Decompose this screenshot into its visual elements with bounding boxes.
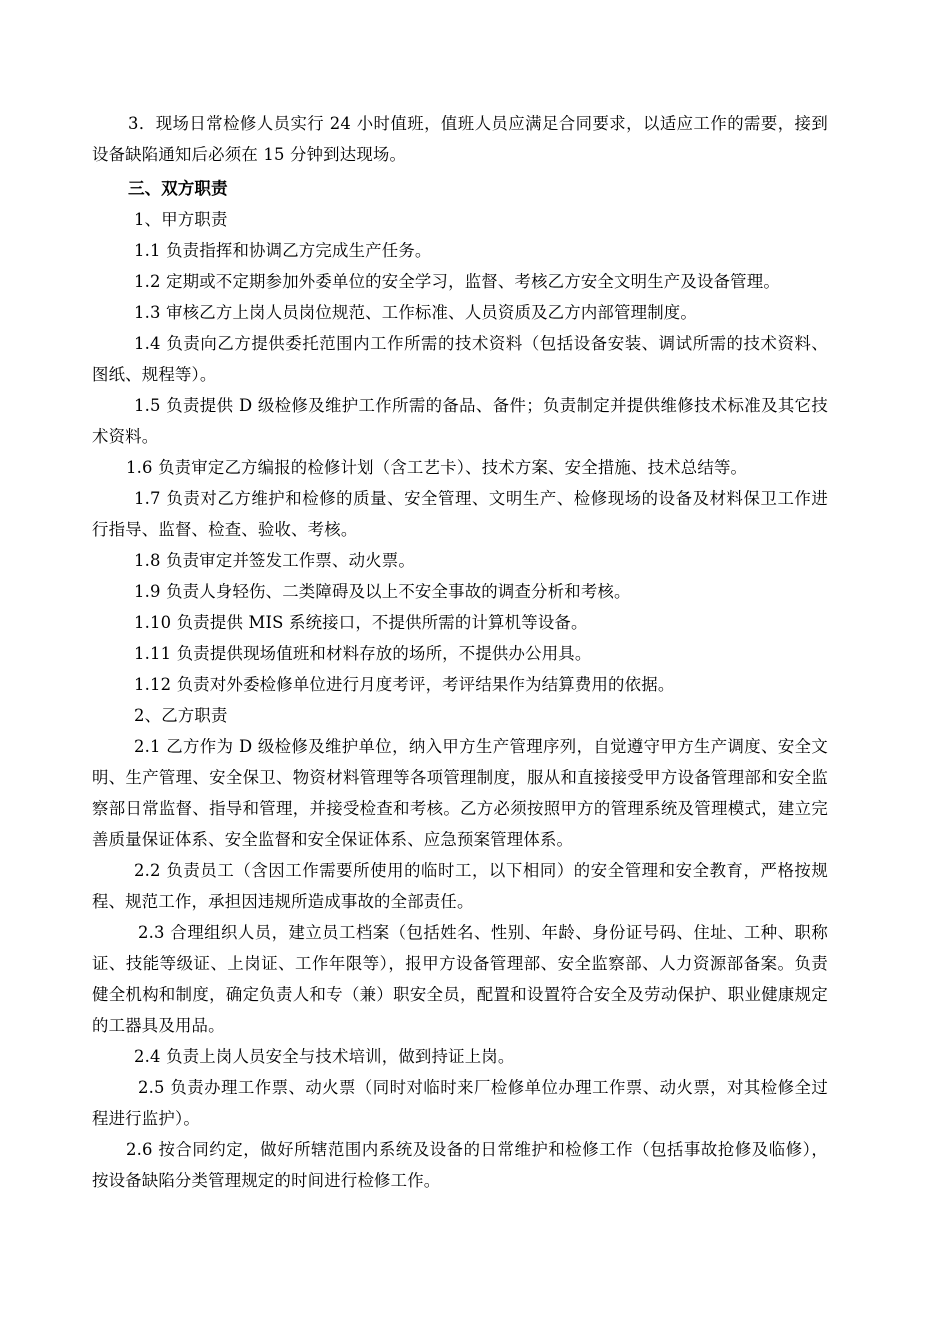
clause-1-12: 1.12 负责对外委检修单位进行月度考评，考评结果作为结算费用的依据。 (134, 675, 675, 694)
clause-1-3: 1.3 审核乙方上岗人员岗位规范、工作标准、人员资质及乙方内部管理制度。 (134, 303, 697, 322)
clause-2-1: 2.1 乙方作为 D 级检修及维护单位，纳入甲方生产管理序列，自觉遵守甲方生产调度、安全文明、生产管理、安全保卫、物资材料管理等各项管理制度，服从和直接接受甲方设备管理部和安全监察部日常监督、指导和管理，并接受检查和考核。乙方必须按照甲方的管理系统及管理模式，建立完善质量保证体系、安全监督和安全保证体系、应急预案管理体系。 (92, 737, 828, 849)
clause-1-4: 1.4 负责向乙方提供委托范围内工作所需的技术资料（包括设备安装、调试所需的技术资料、图纸、规程等）。 (92, 334, 828, 384)
clause-2-6: 2.6 按合同约定，做好所辖范围内系统及设备的日常维护和检修工作（包括事故抢修及临修），按设备缺陷分类管理规定的时间进行检修工作。 (92, 1140, 828, 1190)
clause-1-8: 1.8 负责审定并签发工作票、动火票。 (134, 551, 415, 570)
section-heading: 三、双方职责 (128, 179, 228, 198)
clause-2-2: 2.2 负责员工（含因工作需要所使用的临时工，以下相同）的安全管理和安全教育，严格按规程、规范工作，承担因违规所造成事故的全部责任。 (92, 861, 828, 911)
clause-1-7: 1.7 负责对乙方维护和检修的质量、安全管理、文明生产、检修现场的设备及材料保卫工作进行指导、监督、检查、验收、考核。 (92, 489, 828, 539)
clause-2-3: 2.3 合理组织人员，建立员工档案（包括姓名、性别、年龄、身份证号码、住址、工种、职称证、技能等级证、上岗证、工作年限等），报甲方设备管理部、安全监察部、人力资源部备案。负责健全机构和制度，确定负责人和专（兼）职安全员，配置和设置符合安全及劳动保护、职业健康规定的工器具及用品。 (92, 923, 828, 1035)
clause-1-10: 1.10 负责提供 MIS 系统接口，不提供所需的计算机等设备。 (134, 613, 588, 632)
clause-1-11: 1.11 负责提供现场值班和材料存放的场所，不提供办公用具。 (134, 644, 592, 663)
clause-1-5: 1.5 负责提供 D 级检修及维护工作所需的备品、备件；负责制定并提供维修技术标准及其它技术资料。 (92, 396, 828, 446)
clause-1-6: 1.6 负责审定乙方编报的检修计划（含工艺卡）、技术方案、安全措施、技术总结等。 (126, 458, 748, 477)
clause-2-5: 2.5 负责办理工作票、动火票（同时对临时来厂检修单位办理工作票、动火票，对其检修全过程进行监护）。 (92, 1078, 828, 1128)
paragraph-duty-shift: 3．现场日常检修人员实行 24 小时值班，值班人员应满足合同要求，以适应工作的需要，接到设备缺陷通知后必须在 15 分钟到达现场。 (92, 114, 828, 164)
clause-2-4: 2.4 负责上岗人员安全与技术培训，做到持证上岗。 (134, 1047, 515, 1066)
subsection-title-party-a: 1、甲方职责 (134, 210, 228, 229)
clause-1-1: 1.1 负责指挥和协调乙方完成生产任务。 (134, 241, 432, 260)
clause-1-9: 1.9 负责人身轻伤、二类障碍及以上不安全事故的调查分析和考核。 (134, 582, 631, 601)
subsection-title-party-b: 2、乙方职责 (134, 706, 228, 725)
document-page (92, 108, 828, 1196)
clause-1-2: 1.2 定期或不定期参加外委单位的安全学习，监督、考核乙方安全文明生产及设备管理。 (134, 272, 780, 291)
